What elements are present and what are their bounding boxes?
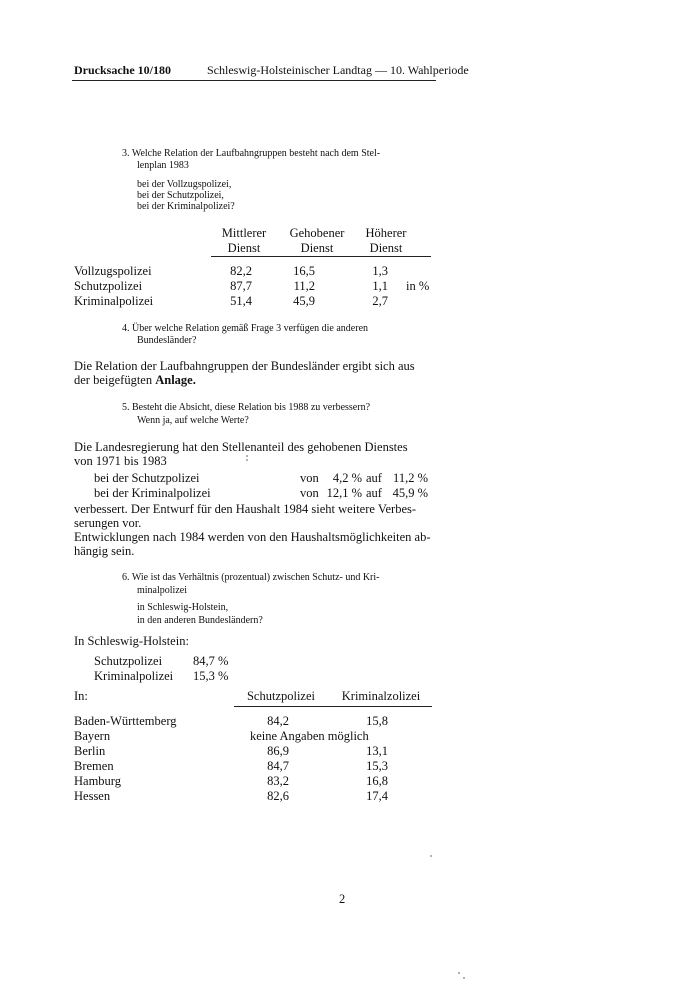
improvement-row-label: bei der Kriminalpolizei [94, 486, 211, 500]
unit-label: in % [406, 279, 430, 293]
answer-5-line-2: von 1971 bis 1983 [74, 454, 167, 468]
laender-cell-schutz: 82,6 [267, 789, 289, 803]
question-5-line-2: Wenn ja, auf welche Werte? [137, 415, 249, 426]
improvement-von: von [300, 471, 319, 485]
laender-cell-schutz: 86,9 [267, 744, 289, 758]
question-3-item: bei der Kriminalpolizei? [137, 201, 235, 212]
table-1-header-hoeherer: Höherer Dienst [365, 226, 407, 255]
question-4-line-1: 4. Über welche Relation gemäß Frage 3 verfügen die anderen [122, 323, 369, 334]
document-number: Drucksache 10/180 [74, 63, 171, 77]
laender-header-schutz: Schutzpolizei [246, 689, 316, 703]
question-3-item: bei der Schutzpolizei, [137, 190, 224, 201]
table-1-rule [211, 256, 431, 257]
laender-table-rule [234, 706, 432, 707]
sh-row-label: Kriminalpolizei [94, 669, 174, 683]
table-cell: 2,7 [372, 294, 388, 308]
bayern-note: keine Angaben möglich [250, 729, 369, 743]
laender-cell-krim: 13,1 [366, 744, 388, 758]
sh-heading: In Schleswig-Holstein: [74, 634, 189, 648]
laender-row-land: Hamburg [74, 774, 121, 788]
laender-row-land: Berlin [74, 744, 106, 758]
table-1-header-gehobener: Gehobener Dienst [289, 226, 345, 255]
table-cell: 1,1 [372, 279, 388, 293]
answer-4-line-2: der beigefügten Anlage. [74, 373, 196, 387]
improvement-to: 11,2 % [393, 471, 428, 485]
laender-table-label: In: [74, 689, 88, 703]
laender-cell-krim: 15,3 [366, 759, 388, 773]
table-cell: 1,3 [372, 264, 388, 278]
question-6-item: in den anderen Bundesländern? [137, 615, 263, 626]
sh-row-label: Schutzpolizei [94, 654, 163, 668]
improvement-from: 4,2 % [332, 471, 362, 485]
sh-row-value: 15,3 % [193, 669, 229, 683]
question-4-line-2: Bundesländer? [137, 335, 197, 346]
improvement-auf: auf [366, 471, 382, 485]
attachment-reference: Anlage. [155, 373, 196, 387]
speck [246, 455, 248, 457]
question-3-line-2: lenplan 1983 [137, 160, 189, 171]
speck [430, 855, 432, 857]
table-cell: 45,9 [293, 294, 315, 308]
laender-cell-krim: 16,8 [366, 774, 388, 788]
table-cell: 51,4 [230, 294, 252, 308]
answer-5-line-3: verbessert. Der Entwurf für den Haushalt 1984 sieht weitere Verbes- [74, 502, 417, 516]
improvement-auf: auf [366, 486, 382, 500]
header-title: Schleswig-Holsteinischer Landtag — 10. Wahlperiode [207, 63, 469, 77]
question-6-line-1: 6. Wie ist das Verhältnis (prozentual) zwischen Schutz- und Kri- [122, 572, 380, 583]
speck [463, 977, 465, 979]
improvement-row-label: bei der Schutzpolizei [94, 471, 200, 485]
page-number: 2 [339, 892, 346, 906]
laender-cell-schutz: 83,2 [267, 774, 289, 788]
table-row-label: Kriminalpolizei [74, 294, 154, 308]
laender-header-krim: Kriminalzolizei [341, 689, 421, 703]
answer-5-line-1: Die Landesregierung hat den Stellenanteil des gehobenen Dienstes [74, 440, 408, 454]
table-cell: 82,2 [230, 264, 252, 278]
laender-row-land: Bayern [74, 729, 111, 743]
laender-cell-krim: 17,4 [366, 789, 388, 803]
table-row-label: Vollzugspolizei [74, 264, 152, 278]
improvement-von: von [300, 486, 319, 500]
table-cell: 11,2 [293, 279, 315, 293]
speck [458, 972, 460, 974]
question-3-item: bei der Vollzugspolizei, [137, 179, 232, 190]
sh-row-value: 84,7 % [193, 654, 229, 668]
question-6-item: in Schleswig-Holstein, [137, 602, 229, 613]
header-rule [72, 80, 436, 81]
improvement-from: 12,1 % [326, 486, 362, 500]
table-cell: 16,5 [293, 264, 315, 278]
question-6-line-2: minalpolizei [137, 585, 187, 596]
answer-5-line-6: hängig sein. [74, 544, 135, 558]
answer-4-line-1: Die Relation der Laufbahngruppen der Bundesländer ergibt sich aus [74, 359, 415, 373]
speck [246, 459, 248, 461]
laender-cell-schutz: 84,7 [267, 759, 289, 773]
question-5-line-1: 5. Besteht die Absicht, diese Relation bis 1988 zu verbessern? [122, 402, 371, 413]
table-cell: 87,7 [230, 279, 252, 293]
laender-cell-krim: 15,8 [366, 714, 388, 728]
laender-row-land: Hessen [74, 789, 111, 803]
table-1-header-mittlerer: Mittlerer Dienst [221, 226, 267, 255]
laender-row-land: Baden-Württemberg [74, 714, 177, 728]
table-row-label: Schutzpolizei [74, 279, 143, 293]
laender-row-land: Bremen [74, 759, 114, 773]
improvement-to: 45,9 % [392, 486, 428, 500]
answer-5-line-5: Entwicklungen nach 1984 werden von den Haushaltsmöglichkeiten ab- [74, 530, 431, 544]
question-3-line-1: 3. Welche Relation der Laufbahngruppen besteht nach dem Stel- [122, 148, 381, 159]
laender-cell-schutz: 84,2 [267, 714, 289, 728]
answer-5-line-4: serungen vor. [74, 516, 142, 530]
